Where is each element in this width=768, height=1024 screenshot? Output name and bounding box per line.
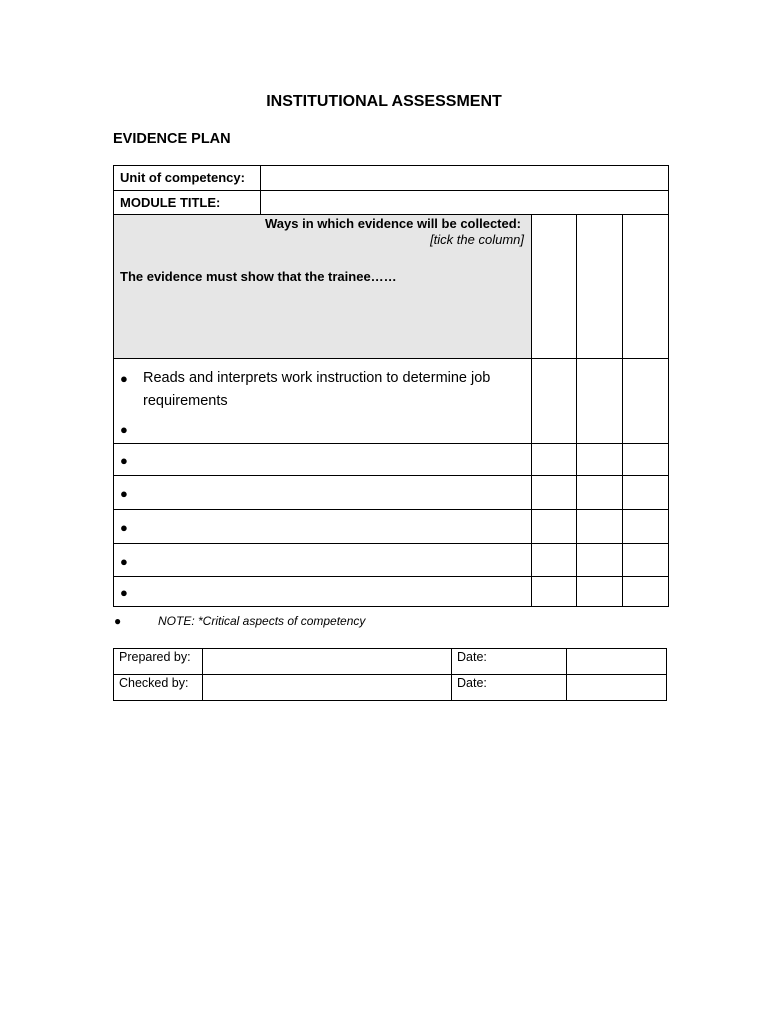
tick-cell[interactable] xyxy=(577,577,623,607)
tick-cell[interactable] xyxy=(577,544,623,577)
tick-cell[interactable] xyxy=(532,359,577,444)
bullet-icon: ● xyxy=(120,554,128,569)
checked-by-label: Checked by: xyxy=(114,675,203,701)
tick-cell[interactable] xyxy=(623,476,669,510)
bullet-icon: ● xyxy=(120,585,128,600)
date-label: Date: xyxy=(452,675,567,701)
bullet-icon: ● xyxy=(120,422,128,437)
tick-cell[interactable] xyxy=(532,577,577,607)
bullet-icon: ● xyxy=(120,520,128,535)
signoff-table xyxy=(113,648,667,701)
evidence-item-row xyxy=(114,444,532,476)
tick-cell[interactable] xyxy=(577,476,623,510)
evidence-item-row xyxy=(114,510,532,544)
tick-cell[interactable] xyxy=(623,510,669,544)
bullet-icon: ● xyxy=(120,371,128,386)
tick-cell[interactable] xyxy=(532,444,577,476)
evidence-item-row xyxy=(114,476,532,510)
evidence-must-show-text: The evidence must show that the trainee…… xyxy=(120,269,397,284)
ways-heading: Ways in which evidence will be collected: xyxy=(265,216,521,231)
tick-cell[interactable] xyxy=(532,544,577,577)
tick-cell[interactable] xyxy=(577,359,623,444)
prepared-by-field[interactable] xyxy=(203,649,452,675)
evidence-item-text: Reads and interprets work instruction to determine job requirements xyxy=(143,370,491,409)
note-bullet-icon: ● xyxy=(114,614,122,628)
document-title: INSTITUTIONAL ASSESSMENT xyxy=(266,93,502,110)
date-label: Date: xyxy=(452,649,567,675)
tick-column-note: [tick the column] xyxy=(430,232,524,247)
method-column-1[interactable] xyxy=(532,215,577,359)
module-title-field[interactable] xyxy=(261,191,669,215)
evidence-plan-table xyxy=(113,165,669,607)
tick-cell[interactable] xyxy=(623,577,669,607)
checked-by-field[interactable] xyxy=(203,675,452,701)
tick-cell[interactable] xyxy=(577,510,623,544)
section-title: EVIDENCE PLAN xyxy=(113,131,231,147)
evidence-header-cell xyxy=(114,215,532,359)
tick-cell[interactable] xyxy=(532,510,577,544)
tick-cell[interactable] xyxy=(623,359,669,444)
tick-cell[interactable] xyxy=(623,444,669,476)
method-column-3[interactable] xyxy=(623,215,669,359)
checked-date-field[interactable] xyxy=(567,675,667,701)
prepared-by-label: Prepared by: xyxy=(114,649,203,675)
evidence-item-row xyxy=(114,544,532,577)
module-title-label: MODULE TITLE: xyxy=(114,191,261,215)
bullet-icon: ● xyxy=(120,486,128,501)
evidence-item-row xyxy=(114,577,532,607)
bullet-icon: ● xyxy=(120,453,128,468)
tick-cell[interactable] xyxy=(577,444,623,476)
note-text: NOTE: *Critical aspects of competency xyxy=(158,614,366,628)
tick-cell[interactable] xyxy=(623,544,669,577)
evidence-item-row xyxy=(114,359,532,444)
unit-of-competency-label: Unit of competency: xyxy=(114,166,261,191)
prepared-date-field[interactable] xyxy=(567,649,667,675)
tick-cell[interactable] xyxy=(532,476,577,510)
unit-of-competency-field[interactable] xyxy=(261,166,669,191)
method-column-2[interactable] xyxy=(577,215,623,359)
